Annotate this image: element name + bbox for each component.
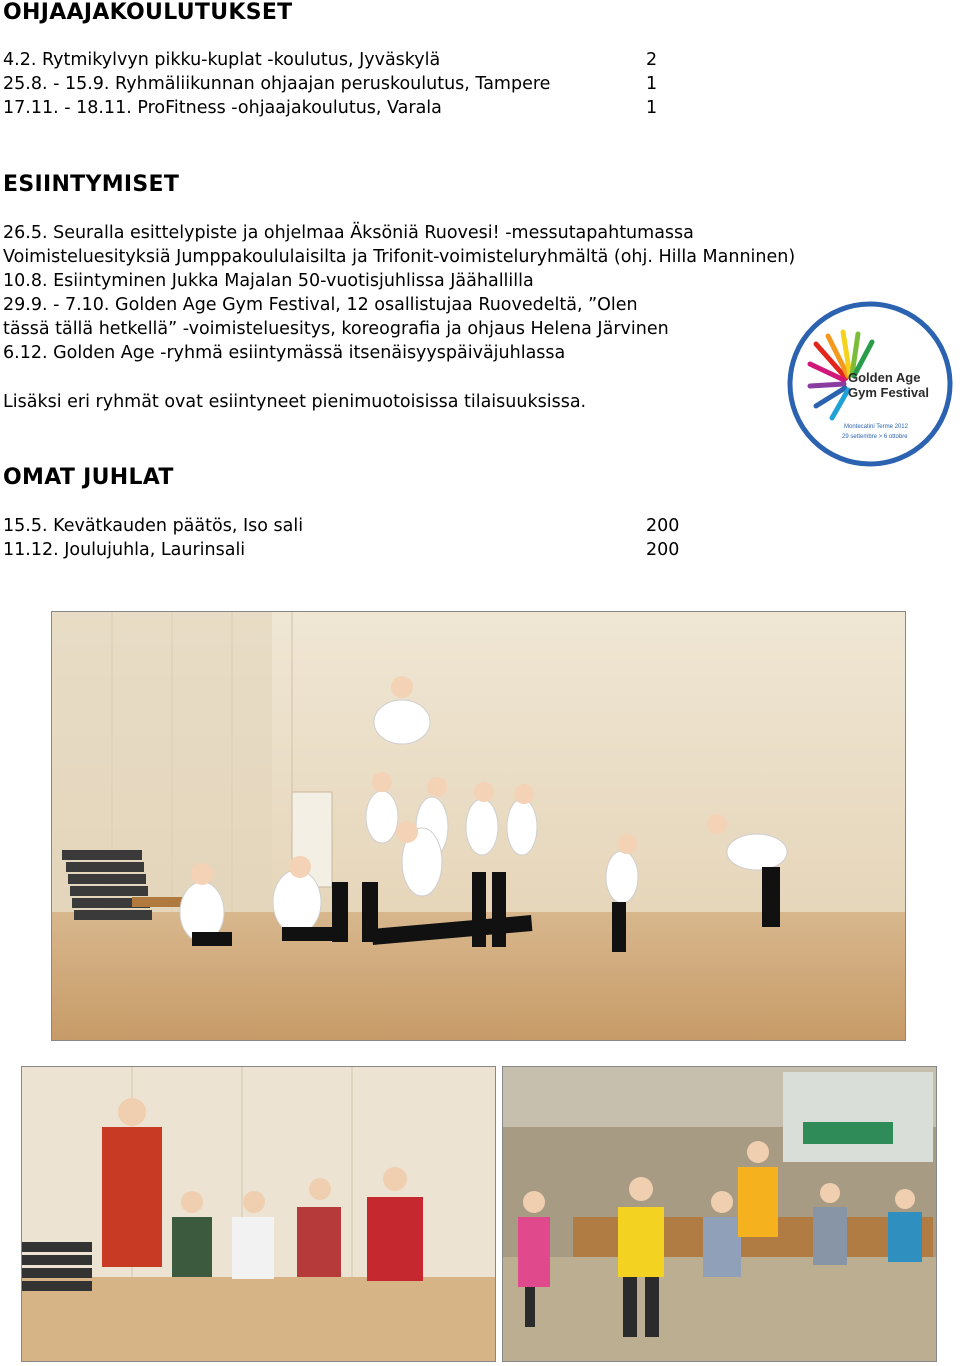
heading-esiintymiset: ESIINTYMISET [3,172,180,197]
performance-line-2: Voimisteluesityksiä Jumppakoululaisilta ja Trifonit-voimisteluryhmältä (ohj. Hilla Manninen) [3,247,796,267]
performance-note: Lisäksi eri ryhmät ovat esiintyneet pienimuotoisissa tilaisuuksissa. [3,392,587,412]
training-row-1: 4.2. Rytmikylvyn pikku-kuplat -koulutus, Jyväskylä [3,50,441,70]
performance-line-4: 29.9. - 7.10. Golden Age Gym Festival, 12 osallistujaa Ruovedeltä, ”Olen [3,295,638,315]
photo-children-gym [502,1066,937,1362]
photo-gymnastics-pyramid [51,611,906,1041]
photo-children-aprons [21,1066,496,1362]
event-count-2: 200 [646,540,680,560]
training-count-3: 1 [646,98,658,118]
training-count-2: 1 [646,74,658,94]
logo-small-line-1: Montecatini Terme 2012 [844,424,908,430]
event-row-1: 15.5. Kevätkauden päätös, Iso sali [3,516,304,536]
training-count-1: 2 [646,50,658,70]
logo-small-line-2: 29 settembre > 6 ottobre [842,434,908,440]
training-row-2: 25.8. - 15.9. Ryhmäliikunnan ohjaajan peruskoulutus, Tampere [3,74,551,94]
heading-omat-juhlat: OMAT JUHLAT [3,465,174,490]
training-row-3: 17.11. - 18.11. ProFitness -ohjaajakoulutus, Varala [3,98,442,118]
logo-name-line-2: Gym Festival [848,385,929,400]
event-row-2: 11.12. Joulujuhla, Laurinsali [3,540,246,560]
performance-line-6: 6.12. Golden Age -ryhmä esiintymässä itsenäisyyspäiväjuhlassa [3,343,566,363]
golden-age-logo [784,298,956,470]
performance-line-5: tässä tällä hetkellä” -voimisteluesitys, koreografia ja ohjaus Helena Järvinen [3,319,669,339]
logo-name-line-1: Golden Age [848,370,921,385]
event-count-1: 200 [646,516,680,536]
performance-line-3: 10.8. Esiintyminen Jukka Majalan 50-vuotisjuhlissa Jäähallilla [3,271,534,291]
performance-line-1: 26.5. Seuralla esittelypiste ja ohjelmaa Äksöniä Ruovesi! -messutapahtumassa [3,223,694,243]
heading-ohjaajakoulutukset: OHJAAJAKOULUTUKSET [3,0,293,25]
